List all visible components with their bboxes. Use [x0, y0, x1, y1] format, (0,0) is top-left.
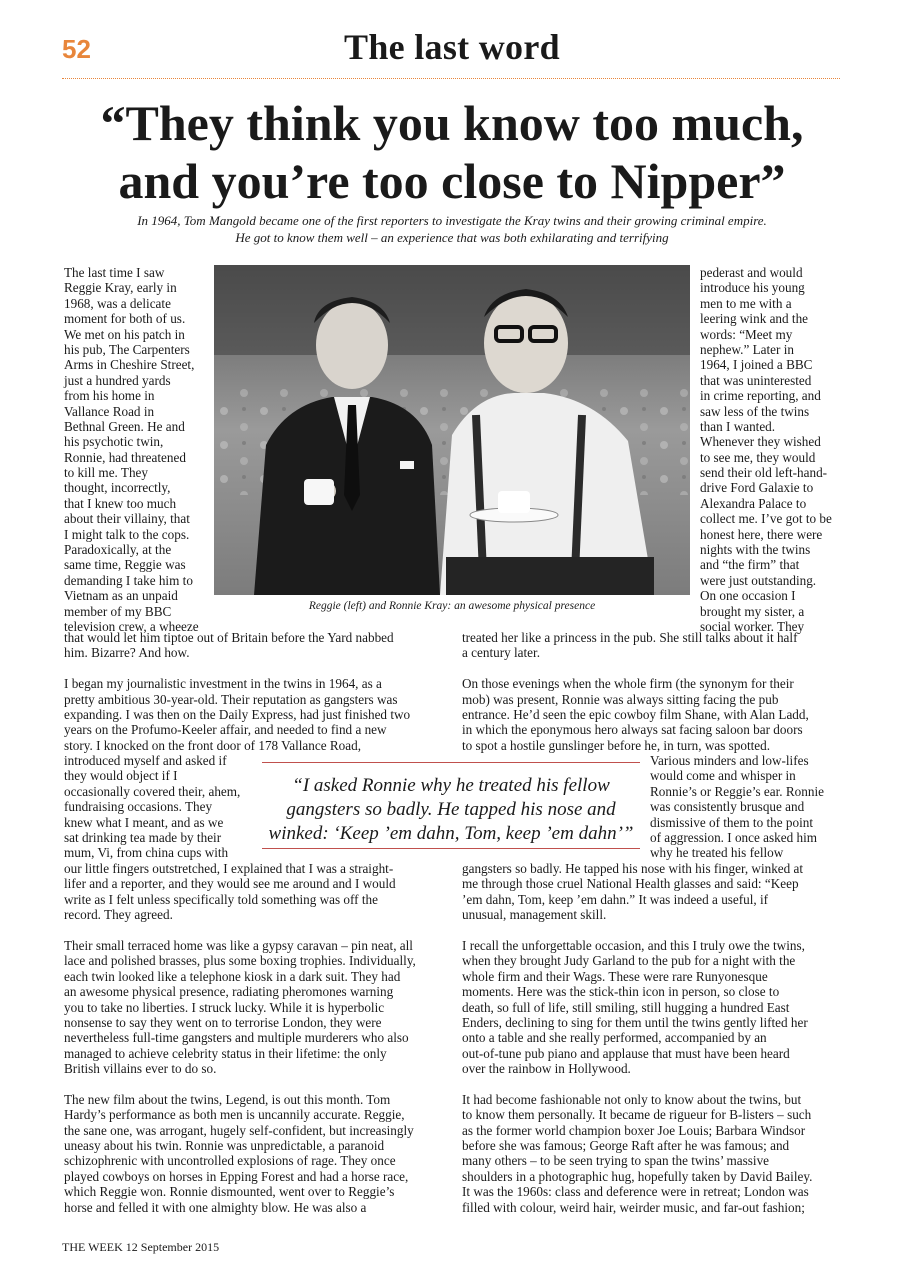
text-line: nights with the twins	[700, 542, 811, 558]
text-line: why he treated his fellow	[650, 845, 784, 861]
text-line: Arms in Cheshire Street,	[64, 357, 195, 373]
text-line: On one occasion I	[700, 588, 796, 604]
text-line: schizophrenic with uncontrolled explosions of rage. They once	[64, 1153, 396, 1169]
text-line: to spot a hostile gunslinger before he, in turn, was spotted.	[462, 737, 771, 753]
text-line: which Reggie won. Ronnie dismounted, went over to Reggie’s	[64, 1184, 395, 1200]
text-line: Bethnal Green. He and	[64, 418, 185, 434]
text-line: unusual, management skill.	[462, 907, 607, 923]
text-line: television crew, a wheeze	[64, 618, 199, 634]
text-line: when they brought Judy Garland to the pub for a night with the	[462, 953, 796, 969]
body-right-narrow	[700, 265, 848, 634]
text-line: each twin looked like a telephone kiosk in a dark suit. They had	[64, 968, 401, 984]
text-line: an awesome physical presence, radiating pheromones warning	[64, 984, 394, 1000]
text-line: social worker. They	[700, 618, 805, 634]
text-line: him. Bizarre? And how.	[64, 645, 190, 661]
text-line: shoulders in a photographic hug, hopefully taken by David Bailey.	[462, 1168, 813, 1184]
text-line: filled with colour, weird hair, weirder music, and far-out fashion;	[462, 1199, 805, 1215]
text-line: to kill me. They	[64, 465, 148, 481]
pull-quote-line-2: gangsters so badly. He tapped his nose and	[286, 799, 616, 820]
text-line: It had become fashionable not only to know about the twins, but	[462, 1091, 802, 1107]
text-line: many others – to be seen trying to span the twins’ massive	[462, 1153, 770, 1169]
text-line: demanding I take him to	[64, 572, 193, 588]
text-line: his pub, The Carpenters	[64, 341, 190, 357]
text-line	[64, 661, 454, 676]
text-line: than I wanted.	[700, 418, 776, 434]
text-line: I began my journalistic investment in the twins in 1964, as a	[64, 676, 382, 692]
pull-quote-line-3: winked: ‘Keep ’em dahn, Tom, keep ’em dahn’”	[268, 823, 634, 844]
kray-twins-photo	[214, 265, 690, 595]
text-line: treated her like a princess in the pub. She still talks about it half	[462, 630, 798, 645]
text-line: nevertheless full-time gangsters and multiple murderers who also	[64, 1030, 409, 1046]
text-line: dismissive of them to the point	[650, 814, 814, 830]
text-line: British villains ever to do so.	[64, 1061, 217, 1077]
body-left-narrow	[64, 265, 210, 634]
text-line: sat drinking tea made by their	[64, 829, 222, 845]
text-line: same time, Reggie was	[64, 557, 186, 573]
text-line: as the former world champion boxer Joe Louis; Barbara Windsor	[462, 1122, 806, 1138]
text-line: lifer and a reporter, and they would see me around and I would	[64, 876, 396, 892]
text-line: years on the Profumo-Keeler affair, and needed to find a new	[64, 722, 387, 738]
text-line: death, so full of life, still smiling, still hugging a hundred East	[462, 999, 790, 1015]
text-line: saw less of the twins	[700, 403, 810, 419]
text-line: gangsters so badly. He tapped his nose with his finger, winked at	[462, 861, 804, 876]
text-line	[462, 1076, 848, 1091]
text-line: occasionally covered their, ahem,	[64, 783, 241, 799]
text-line: mum, Vi, from china cups with	[64, 845, 229, 861]
text-line: pederast and would	[700, 265, 803, 280]
body-left-column-narrow	[64, 753, 260, 861]
text-line: in which the eponymous hero always sat facing saloon bar doors	[462, 722, 803, 738]
page-number: 52	[62, 34, 91, 64]
text-line: Vallance Road in	[64, 403, 155, 419]
pull-quote-line-1: “I asked Ronnie why he treated his fellow	[292, 775, 610, 796]
text-line: from his home in	[64, 388, 155, 404]
text-line: I recall the unforgettable occasion, and this I truly owe the twins,	[462, 937, 805, 953]
text-line: horse and felled it with one almighty blow. He was also a	[64, 1199, 367, 1215]
text-line: that was uninterested	[700, 372, 812, 388]
text-line: introduced myself and asked if	[64, 753, 227, 768]
text-line: member of my BBC	[64, 603, 172, 619]
text-line: ’em dahn, Tom, keep ’em dahn.” It was indeed a useful, if	[462, 891, 769, 907]
text-line: managed to achieve celebrity status in their lifetime: the only	[64, 1045, 387, 1061]
pull-quote-bottom-rule	[262, 848, 640, 849]
text-line	[64, 923, 454, 938]
text-line: the sane one, was arrogant, hugely self-confident, but increasingly	[64, 1122, 414, 1138]
body-left-column-a	[64, 630, 454, 753]
text-line: I might talk to the cops.	[64, 526, 190, 542]
pull-quote	[262, 774, 640, 846]
text-line: Whenever they wished	[700, 434, 821, 450]
headline-line-1: “They think you know too much,	[100, 95, 804, 151]
text-line: send their old left-hand-	[700, 465, 828, 481]
text-line: onto a table and she really performed, accompanied by an	[462, 1030, 767, 1046]
body-right-column-a	[462, 630, 848, 753]
text-line: write as I felt unless specifically told something was off the	[64, 891, 378, 907]
text-line: On those evenings when the whole firm (the synonym for their	[462, 676, 794, 692]
text-line: Alexandra Palace to	[700, 495, 807, 511]
text-line: his psychotic twin,	[64, 434, 164, 450]
body-left-column-b	[64, 861, 454, 1215]
body-right-column-narrow	[650, 753, 848, 861]
text-line: before she was famous; George Raft after he was famous; and	[462, 1138, 790, 1154]
text-line: to know them personally. It became de rigueur for B-listers – such	[462, 1107, 812, 1123]
headline	[40, 94, 864, 210]
text-line: introduce his young	[700, 280, 805, 296]
text-line: that I knew too much	[64, 495, 177, 511]
text-line: in crime reporting, and	[700, 388, 821, 404]
footer-date: 12 September 2015	[125, 1240, 220, 1254]
text-line: lace and polished brasses, plus some boxing trophies. Individually,	[64, 953, 416, 969]
text-line: record. They agreed.	[64, 907, 173, 923]
standfirst	[62, 212, 842, 246]
text-line: entrance. He’d seen the epic cowboy film Shane, with Alan Ladd,	[462, 706, 809, 722]
text-line: Their small terraced home was like a gypsy caravan – pin neat, all	[64, 937, 413, 953]
text-line: nonsense to say they went on to terrorise London, they were	[64, 1014, 382, 1030]
text-line	[462, 661, 848, 676]
text-line: they would object if I	[64, 768, 178, 784]
text-line: story. I knocked on the front door of 178 Vallance Road,	[64, 737, 362, 753]
text-line: Paradoxically, at the	[64, 542, 172, 558]
text-line: our little fingers outstretched, I explained that I was a straight-	[64, 861, 394, 876]
text-line: pretty ambitious 30-year-old. Their reputation as gangsters was	[64, 691, 398, 707]
text-line: honest here, there were	[700, 526, 823, 542]
text-line: moment for both of us.	[64, 311, 186, 327]
text-line: uneasy about his twin. Ronnie was unpredictable, a paranoid	[64, 1138, 385, 1154]
section-title: The last word	[344, 27, 560, 67]
text-line: Vietnam as an unpaid	[64, 588, 178, 604]
text-line: to see me, they would	[700, 449, 816, 465]
text-line: would come and whisper in	[650, 768, 796, 784]
text-line: It was the 1960s: class and deference were in retreat; London was	[462, 1184, 809, 1200]
photo-illustration	[214, 265, 690, 595]
text-line: words: “Meet my	[700, 326, 793, 342]
text-line: The new film about the twins, Legend, is out this month. Tom	[64, 1091, 391, 1107]
text-line: Ronnie’s or Reggie’s ear. Ronnie	[650, 783, 824, 799]
text-line: that would let him tiptoe out of Britain before the Yard nabbed	[64, 630, 394, 645]
text-line: about their villainy, that	[64, 511, 190, 527]
text-line: Reggie Kray, early in	[64, 280, 177, 296]
text-line: moments. Here was the stick-thin icon in person, so close to	[462, 984, 780, 1000]
text-line: out-of-tune pub piano and applause that must have been heard	[462, 1045, 790, 1061]
text-line	[462, 923, 848, 938]
pull-quote-top-rule	[262, 762, 640, 763]
text-line: Hardy’s performance as both men is uncannily accurate. Reggie,	[64, 1107, 405, 1123]
text-line: played cowboys on horses in Epping Forest and had a horse race,	[64, 1168, 409, 1184]
header-rule	[62, 78, 840, 79]
text-line: Enders, declining to sing for them until the twins gently lifted her	[462, 1014, 808, 1030]
photo-caption: Reggie (left) and Ronnie Kray: an awesome physical presence	[308, 600, 596, 612]
text-line: were just outstanding.	[700, 572, 817, 588]
text-line: 1968, was a delicate	[64, 295, 171, 311]
text-line: The last time I saw	[64, 265, 165, 280]
text-line: over the rainbow in Hollywood.	[462, 1061, 631, 1077]
text-line: me through those cruel National Health glasses and said: “Keep	[462, 876, 799, 892]
text-line: Ronnie, had threatened	[64, 449, 186, 465]
text-line: just a hundred yards	[64, 372, 171, 388]
text-line: men to me with a	[700, 295, 792, 311]
text-line: We met on his patch in	[64, 326, 185, 342]
text-line: whole firm and their Wags. These were rare Runyonesque	[462, 968, 768, 984]
text-line	[64, 1076, 454, 1091]
text-line: and “the firm” that	[700, 557, 800, 573]
text-line: fundraising occasions. They	[64, 799, 213, 815]
text-line: expanding. I was then on the Daily Express, had just finished two	[64, 706, 411, 722]
text-line: was consistently brusque and	[650, 799, 805, 815]
text-line: collect me. I’ve got to be	[700, 511, 832, 527]
text-line: brought my sister, a	[700, 603, 805, 619]
text-line: 1964, I joined a BBC	[700, 357, 813, 373]
body-right-column-b	[462, 861, 848, 1215]
text-line: knew what I meant, and as we	[64, 814, 224, 830]
footer	[62, 1240, 219, 1255]
text-line: drive Ford Galaxie to	[700, 480, 814, 496]
text-line: a century later.	[462, 645, 540, 661]
text-line: nephew.” Later in	[700, 341, 794, 357]
headline-line-2: and you’re too close to Nipper”	[118, 153, 786, 209]
footer-publication: THE WEEK	[62, 1240, 123, 1254]
standfirst-line-1: In 1964, Tom Mangold became one of the first reporters to investigate the Kray twins and their growing criminal empire.	[137, 213, 767, 228]
text-line: thought, incorrectly,	[64, 480, 171, 496]
text-line: Various minders and low-lifes	[650, 753, 809, 768]
standfirst-line-2: He got to know them well – an experience that was both exhilarating and terrifying	[235, 230, 669, 245]
text-line: mob) was present, Ronnie was always sitting facing the pub	[462, 691, 779, 707]
text-line: leering wink and the	[700, 311, 809, 327]
text-line: you to take no liberties. I struck lucky. While it is hyperbolic	[64, 999, 385, 1015]
text-line: of aggression. I once asked him	[650, 829, 817, 845]
